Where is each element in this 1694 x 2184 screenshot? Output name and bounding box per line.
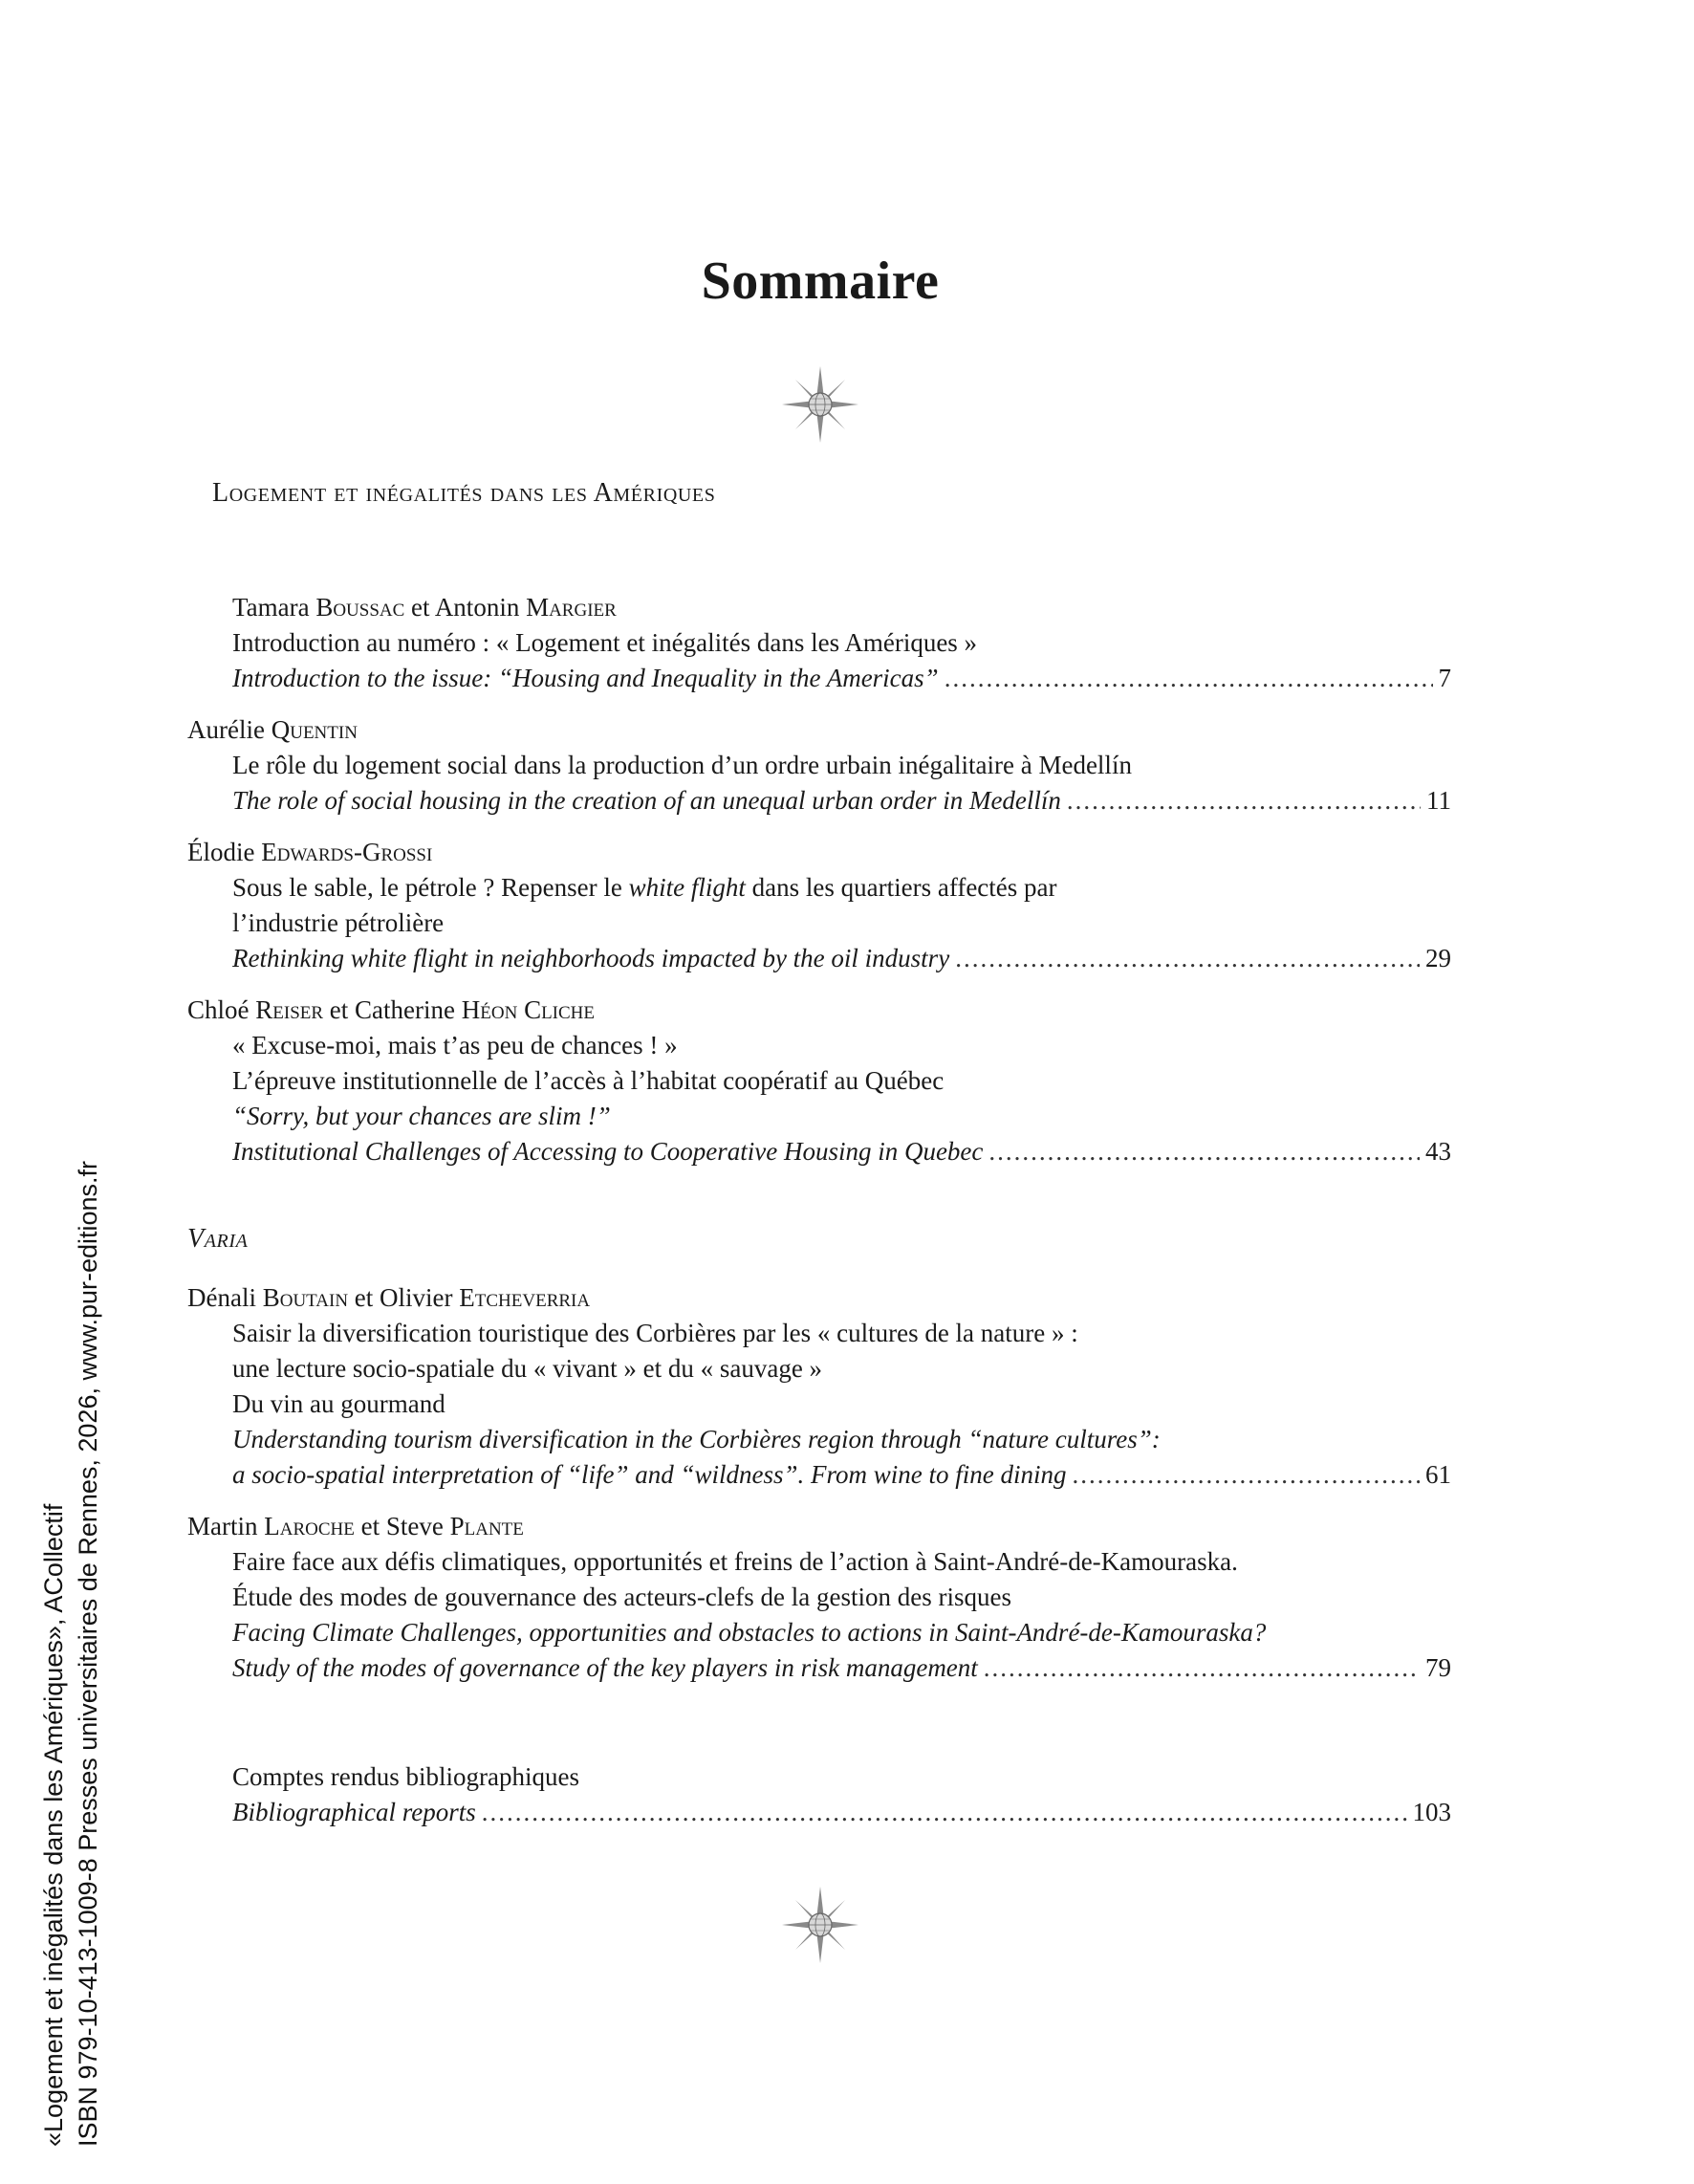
toc-line[interactable] bbox=[232, 662, 1451, 694]
entry-title-fr: Saisir la diversification touristique des Corbières par les « cultures de la nature » : bbox=[232, 1319, 1078, 1347]
dot-leader bbox=[988, 1135, 1420, 1168]
entry-title-fr-cont: Étude des modes de gouvernance des acteurs-clefs de la gestion des risques bbox=[232, 1583, 1011, 1611]
entry-title-fr: Le rôle du logement social dans la production d’un ordre urbain inégalitaire à Medellín bbox=[232, 751, 1132, 779]
toc-line[interactable] bbox=[232, 1458, 1451, 1491]
dot-leader bbox=[945, 662, 1433, 694]
entry-title-fr: Faire face aux défis climatiques, opportunités et freins de l’action à Saint-André-de-Kamouraska. bbox=[232, 1547, 1238, 1576]
page-number: 11 bbox=[1426, 786, 1451, 815]
side-notice-line-1: «Logement et inégalités dans les Amériques», ACollectif bbox=[39, 1503, 68, 2147]
entry-title-fr: « Excuse-moi, mais t’as peu de chances ! » bbox=[232, 1031, 678, 1059]
dot-leader bbox=[984, 1651, 1420, 1684]
entry-title-fr-cont: une lecture socio-spatiale du « vivant » et du « sauvage » bbox=[232, 1354, 823, 1383]
entry-title-fr-cont: L’épreuve institutionnelle de l’accès à l’habitat coopératif au Québec bbox=[232, 1066, 945, 1095]
entry-title-en-cont: Institutional Challenges of Accessing to Cooperative Housing in Quebec bbox=[232, 1137, 984, 1166]
page-number: 43 bbox=[1425, 1137, 1451, 1166]
entry-title-en: The role of social housing in the creation of an unequal urban order in Medellín bbox=[232, 786, 1061, 815]
dot-leader bbox=[1067, 784, 1421, 817]
entry-title-fr: Sous le sable, le pétrole ? Repenser le white flight dans les quartiers affectés par bbox=[232, 873, 1057, 902]
toc-line[interactable] bbox=[232, 1796, 1451, 1828]
entry-title-fr: Introduction au numéro : « Logement et inégalités dans les Amériques » bbox=[232, 628, 978, 657]
reviews-title-en: Bibliographical reports bbox=[232, 1798, 476, 1826]
section-heading-varia: Varia bbox=[187, 1224, 249, 1254]
entry-authors: Dénali Boutain et Olivier Etcheverria bbox=[187, 1283, 591, 1312]
side-notice-line-2: ISBN 979-10-413-1009-8 Presses universitaires de Rennes, 2026, www.pur-editions.fr bbox=[74, 1160, 102, 2147]
page-number: 103 bbox=[1412, 1798, 1451, 1826]
entry-authors: Aurélie Quentin bbox=[187, 715, 358, 744]
entry-authors: Martin Laroche et Steve Plante bbox=[187, 1512, 524, 1540]
compass-rose-globe-icon bbox=[782, 366, 858, 443]
toc-line[interactable] bbox=[232, 1651, 1451, 1684]
page-title: Sommaire bbox=[701, 251, 940, 311]
dot-leader bbox=[1073, 1458, 1420, 1491]
page-number: 79 bbox=[1425, 1653, 1451, 1682]
toc-line[interactable] bbox=[232, 1135, 1451, 1168]
dot-leader bbox=[482, 1796, 1407, 1828]
page-number: 7 bbox=[1438, 664, 1451, 692]
dot-leader bbox=[955, 942, 1420, 974]
reviews-title-fr: Comptes rendus bibliographiques bbox=[232, 1762, 579, 1791]
toc-line[interactable] bbox=[232, 942, 1451, 974]
entry-title-en: Facing Climate Challenges, opportunities and obstacles to actions in Saint-André-de-Kamouraska? bbox=[232, 1618, 1267, 1647]
entry-title-en-cont: a socio-spatial interpretation of “life” and “wildness”. From wine to fine dining bbox=[232, 1460, 1067, 1489]
entry-authors: Chloé Reiser et Catherine Héon Cliche bbox=[187, 995, 596, 1024]
entry-title-en: Introduction to the issue: “Housing and Inequality in the Americas” bbox=[232, 664, 939, 692]
compass-rose-globe-icon bbox=[782, 1887, 858, 1963]
entry-title-fr-cont: l’industrie pétrolière bbox=[232, 908, 445, 937]
entry-title-en: Understanding tourism diversification in the Corbières region through “nature cultures”: bbox=[232, 1425, 1161, 1453]
section-heading-main: Logement et inégalités dans les Amériques bbox=[212, 478, 716, 508]
entry-title-en: Rethinking white flight in neighborhoods impacted by the oil industry bbox=[232, 944, 950, 972]
page-number: 29 bbox=[1425, 944, 1451, 972]
side-copyright-notice bbox=[36, 1161, 105, 2147]
entry-authors: Tamara Boussac et Antonin Margier bbox=[232, 593, 617, 622]
entry-subtitle-fr: Du vin au gourmand bbox=[232, 1389, 445, 1418]
toc-line[interactable] bbox=[232, 784, 1451, 817]
entry-authors: Élodie Edwards-Grossi bbox=[187, 838, 433, 866]
page-number: 61 bbox=[1425, 1460, 1451, 1489]
entry-title-en: “Sorry, but your chances are slim !” bbox=[232, 1102, 611, 1130]
entry-title-en-cont: Study of the modes of governance of the key players in risk management bbox=[232, 1653, 978, 1682]
